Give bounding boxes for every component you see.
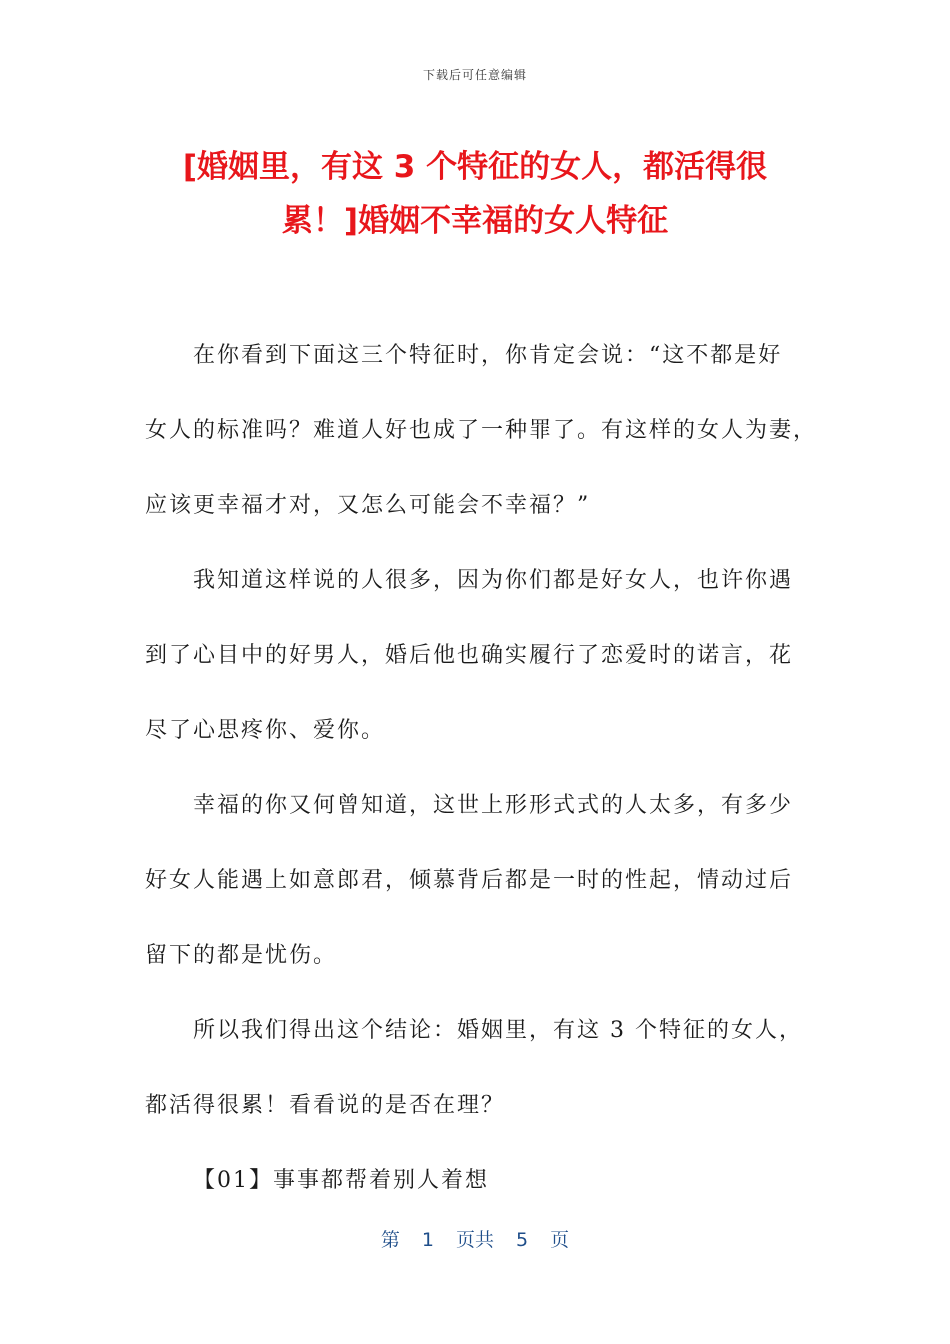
paragraph-line: 好女人能遇上如意郎君，倾慕背后都是一时的性起，情动过后 xyxy=(145,868,794,893)
header-note: 下载后可任意编辑 xyxy=(422,68,527,82)
document-title xyxy=(145,140,805,248)
paragraph-1 xyxy=(145,318,818,543)
paragraph-line: 所以我们得出这个结论：婚姻里，有这 3 个特征的女人， xyxy=(193,1018,803,1043)
paragraph-line: 我知道这样说的人很多，因为你们都是好女人，也许你遇 xyxy=(193,568,794,593)
paragraph-line: 女人的标准吗？难道人好也成了一种罪了。有这样的女人为妻， xyxy=(145,418,818,443)
paragraph-line: 应该更幸福才对，又怎么可能会不幸福？” xyxy=(145,493,591,518)
section-heading-text: 【01】事事都帮着别人着想 xyxy=(193,1168,489,1193)
paragraph-line: 留下的都是忧伤。 xyxy=(145,943,338,968)
paragraph-line: 幸福的你又何曾知道，这世上形形式式的人太多，有多少 xyxy=(193,793,794,818)
footer-suffix: 页 xyxy=(550,1229,570,1251)
footer-total-pages: 5 xyxy=(516,1229,529,1251)
paragraph-4 xyxy=(145,993,805,1143)
title-line-1: [婚姻里，有这 3 个特征的女人，都活得很 xyxy=(182,149,768,185)
footer-prefix: 第 xyxy=(380,1229,400,1251)
paragraph-line: 都活得很累！看看说的是否在理？ xyxy=(145,1093,506,1118)
paragraph-3 xyxy=(145,768,805,993)
footer-middle: 页共 xyxy=(455,1229,494,1251)
paragraph-line: 到了心目中的好男人，婚后他也确实履行了恋爱时的诺言，花 xyxy=(145,643,794,668)
paragraph-2 xyxy=(145,543,805,768)
footer-page-number: 1 xyxy=(421,1229,434,1251)
paragraph-line: 在你看到下面这三个特征时，你肯定会说：“这不都是好 xyxy=(193,343,783,368)
paragraph-line: 尽了心思疼你、爱你。 xyxy=(145,718,386,743)
title-line-2: 累！]婚姻不幸福的女人特征 xyxy=(281,203,669,239)
section-heading-01 xyxy=(145,1143,805,1218)
article-body xyxy=(145,318,818,1218)
page-footer xyxy=(0,1225,950,1252)
